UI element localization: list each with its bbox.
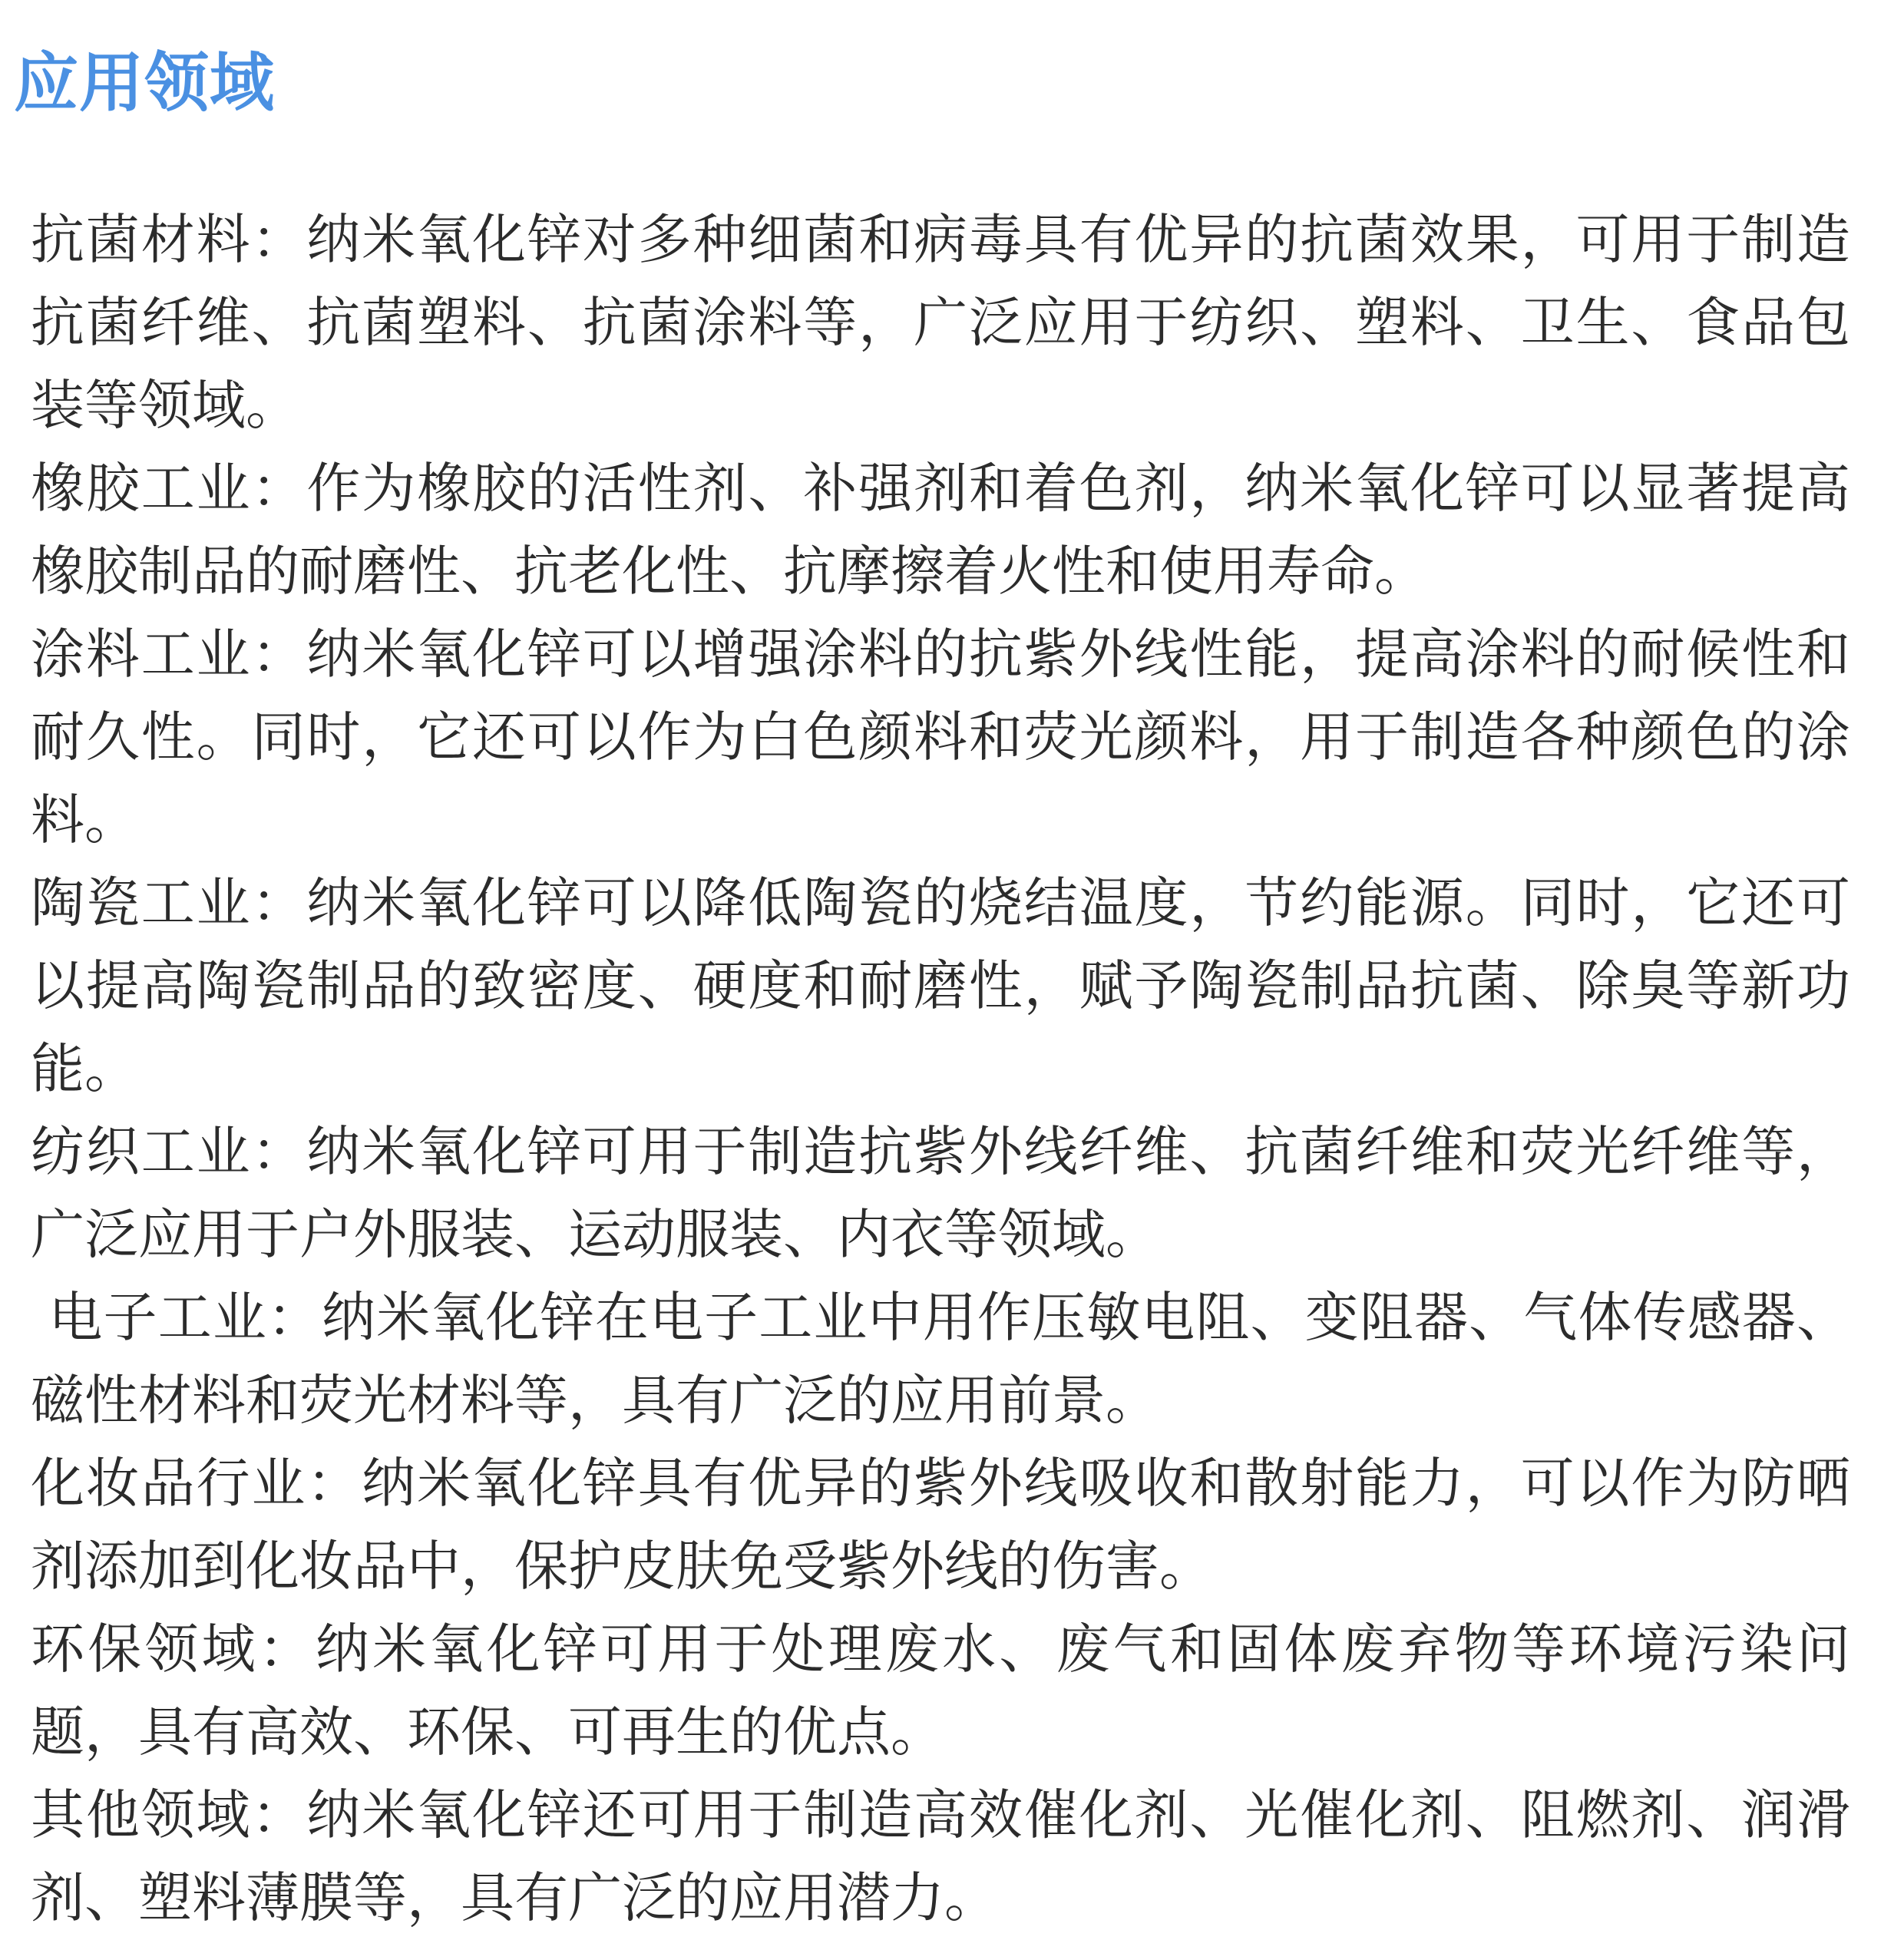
paragraph-rubber: 橡胶工业：作为橡胶的活性剂、补强剂和着色剂，纳米氧化锌可以显著提高橡胶制品的耐磨性、抗老化性、抗摩擦着火性和使用寿命。 xyxy=(31,457,1850,603)
paragraph-antibacterial: 抗菌材料：纳米氧化锌对多种细菌和病毒具有优异的抗菌效果，可用于制造抗菌纤维、抗菌塑料、抗菌涂料等，广泛应用于纺织、塑料、卫生、食品包装等领域。 xyxy=(31,208,1850,437)
paragraph-electronics: 电子工业：纳米氧化锌在电子工业中用作压敏电阻、变阻器、气体传感器、磁性材料和荧光材料等，具有广泛的应用前景。 xyxy=(31,1286,1850,1432)
article-body xyxy=(31,198,1850,1939)
paragraph-environment: 环保领域：纳米氧化锌可用于处理废水、废气和固体废弃物等环境污染问题，具有高效、环保、可再生的优点。 xyxy=(31,1618,1850,1763)
paragraph-other: 其他领域：纳米氧化锌还可用于制造高效催化剂、光催化剂、阻燃剂、润滑剂、塑料薄膜等，具有广泛的应用潜力。 xyxy=(31,1783,1850,1929)
paragraph-coating: 涂料工业：纳米氧化锌可以增强涂料的抗紫外线性能，提高涂料的耐候性和耐久性。同时，它还可以作为白色颜料和荧光颜料，用于制造各种颜色的涂料。 xyxy=(31,623,1850,851)
paragraph-ceramics: 陶瓷工业：纳米氧化锌可以降低陶瓷的烧结温度，节约能源。同时，它还可以提高陶瓷制品的致密度、硬度和耐磨性，赋予陶瓷制品抗菌、除臭等新功能。 xyxy=(31,871,1850,1100)
page-title: 应用领域 xyxy=(14,45,276,121)
paragraph-textile: 纺织工业：纳米氧化锌可用于制造抗紫外线纤维、抗菌纤维和荧光纤维等，广泛应用于户外服装、运动服装、内衣等领域。 xyxy=(31,1120,1850,1266)
paragraph-cosmetics: 化妆品行业：纳米氧化锌具有优异的紫外线吸收和散射能力，可以作为防晒剂添加到化妆品中，保护皮肤免受紫外线的伤害。 xyxy=(31,1452,1850,1598)
